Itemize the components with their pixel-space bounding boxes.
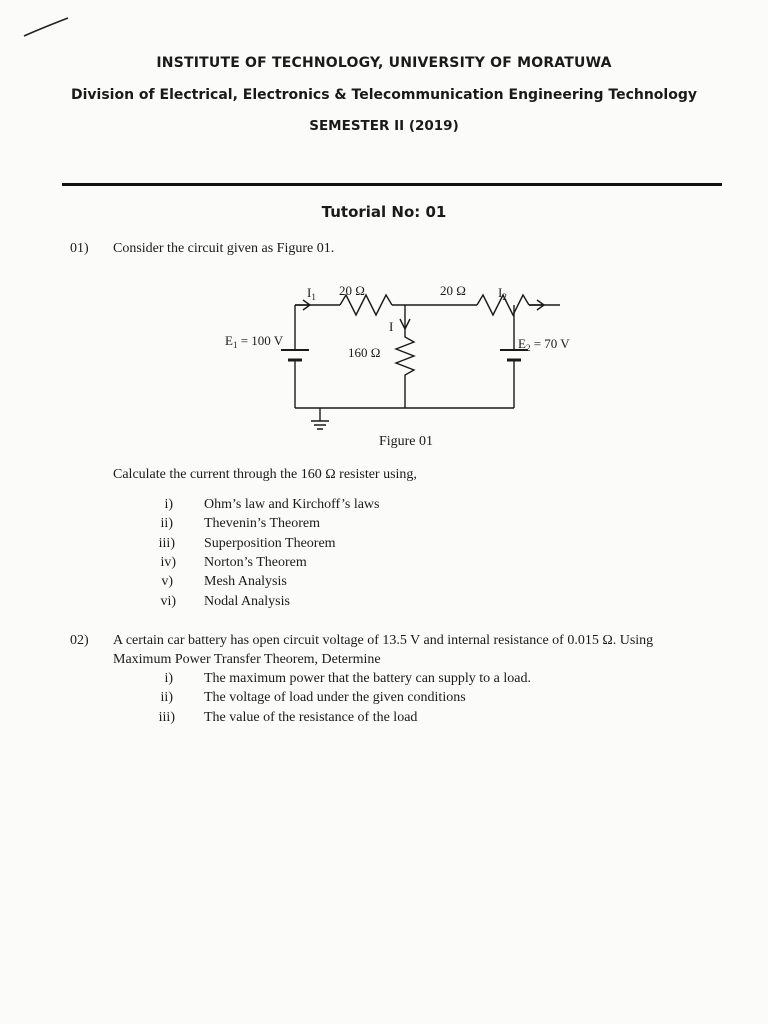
label-r1: 20 Ω [339,283,365,298]
ground-symbol [311,421,329,429]
circuit-diagram [215,275,595,430]
header-divider [62,183,722,186]
figure-caption: Figure 01 [378,434,434,449]
label-e2: $E_2 = 70$ V [518,336,570,353]
division-heading: Division of Electrical, Electronics & Telecommunication Engineering Technology [70,87,697,103]
document-page: INSTITUTE OF TECHNOLOGY, UNIVERSITY OF MORATUWA Division of Electrical, Electronics & Telecommunication Engineering Technology SEMESTER II (2019) Tutorial No: 01 01) Consider the circuit given as Figure 01. $I_1$ 20 Ω 20 Ω $I_2$ I 160 Ω $E_1 = 100$ V $E_2 = 70$ V Figure 01 Calculate the current through the 160 Ω resister using, i) Ohm’s law and Kirchoff’s laws ii) Thevenin’s Theorem iii) Superposition Theorem iv) Norton’s Theorem v) Mesh Analysis vi) Nodal Analysis 02) A certain car battery has open circuit voltage of 13.5 V and internal resistance of 0.015 Ω. Using Maximum Power Transfer Theorem, Determine i) The maximum power that the battery can supply to a load. ii) The voltage of load under the given conditions iii) The value of the resistance of the load [0,0,768,1024]
label-r2: 20 Ω [440,283,466,298]
tutorial-title: Tutorial No: 01 [321,203,447,221]
question-1-task: Calculate the current through the 160 Ω resister using, [113,467,417,482]
semester-heading: SEMESTER II (2019) [309,118,459,134]
question-2-line-1: A certain car battery has open circuit voltage of 13.5 V and internal resistance of 0.015 Ω. Using [113,633,654,648]
label-i1: $I_1$ [307,285,316,302]
pen-mark [22,16,72,40]
label-e1: $E_1 = 100$ V [225,333,284,350]
label-r3: 160 Ω [348,345,381,360]
resistor-20-left [340,295,392,315]
resistor-160 [396,333,414,408]
institute-heading: INSTITUTE OF TECHNOLOGY, UNIVERSITY OF MORATUWA [156,55,612,71]
question-1-number: 01) [70,241,89,256]
label-i: I [389,319,394,334]
arrow-i1 [295,300,310,310]
question-2-number: 02) [70,633,89,648]
label-i2: $I_2$ [498,285,507,302]
question-2-line-2: Maximum Power Transfer Theorem, Determine [113,652,381,667]
arrow-i2 [529,300,544,310]
question-1-intro: Consider the circuit given as Figure 01. [113,241,335,256]
